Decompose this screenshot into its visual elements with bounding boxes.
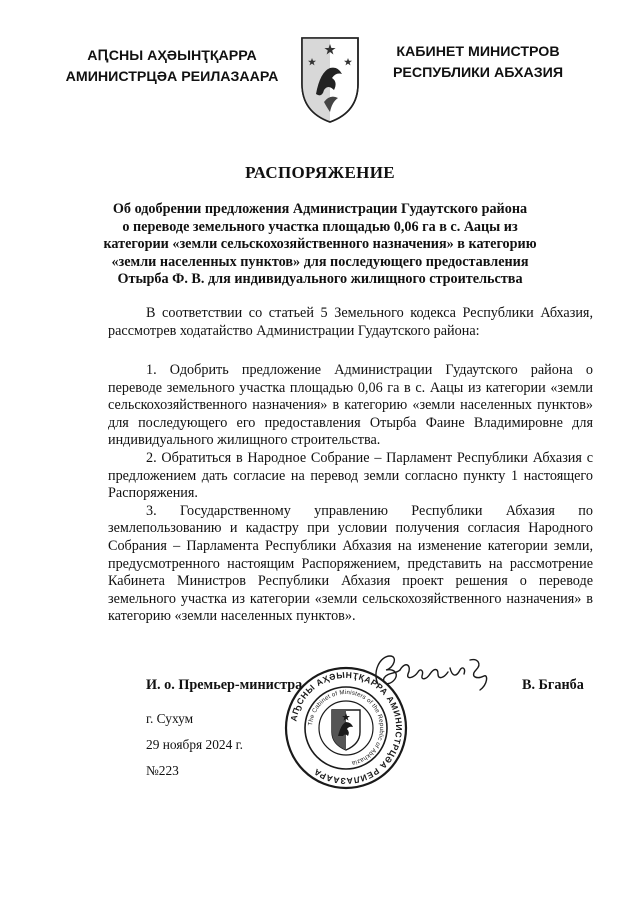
seal-inner-text: The Cabinet of Ministers of the Republic of Abkhazia xyxy=(307,688,386,767)
intro-section xyxy=(108,305,593,340)
document-subject xyxy=(80,201,560,289)
document-number: №223 xyxy=(146,763,179,778)
subject-line: «земли населенных пунктов» для последующего предоставления xyxy=(111,253,529,270)
item-paragraph: 3. Государственному управлению Республики Абхазия по землепользованию и кадастру при условии получения согласия Народного Собрания – Парламента Республики Абхазия на изменение категории земли, предусмотренного настоящим Распоряжением, представить на рассмотрение Кабинета Министров Республики Абхазия проект решения о переводе земельного участка из категории «земли сельскохозяйственного назначения» в категорию «земли населенных пунктов». xyxy=(108,502,593,625)
header-right-line2: РЕСПУБЛИКИ АБХАЗИЯ xyxy=(392,65,564,81)
signatory-name: В. Бганба xyxy=(522,677,584,693)
coat-of-arms-icon xyxy=(298,32,362,124)
subject-line: Об одобрении предложения Администрации Гудаутского района xyxy=(112,201,528,217)
subject-line: категории «земли сельскохозяйственного назначения» в категорию xyxy=(103,236,537,253)
intro-paragraph: В соответствии со статьей 5 Земельного кодекса Республики Абхазия, рассмотрев ходатайство Администрации Гудаутского района: xyxy=(108,305,593,339)
subject-line: о переводе земельного участка площадью 0,06 га в с. Аацы из xyxy=(122,218,518,235)
subject-line: Отырба Ф. В. для индивидуального жилищного строительства xyxy=(117,271,523,288)
document-date: 29 ноября 2024 г. xyxy=(146,737,243,752)
items-section xyxy=(108,362,593,626)
header-right-line1: КАБИНЕТ МИНИСТРОВ xyxy=(396,44,560,60)
header-left xyxy=(64,46,280,88)
seal-outer-text: АҦСНЫ АҲӘЫНҬҚАРРА АМИНИСТРЦӘА РЕИЛАЗААРА xyxy=(288,669,405,787)
signatory-position: И. о. Премьер-министра xyxy=(146,677,303,693)
header-left-line2: АМИНИСТРЦӘА РЕИЛАЗААРА xyxy=(65,69,279,85)
document-title: РАСПОРЯЖЕНИЕ xyxy=(245,163,395,182)
handwritten-signature-icon xyxy=(366,650,496,694)
header-right xyxy=(372,42,584,84)
item-paragraph: 2. Обратиться в Народное Собрание – Парламент Республики Абхазия с предложением дать согласие на перевод земли согласно пункту 1 настоящего Распоряжения. xyxy=(108,449,593,502)
document-city: г. Сухум xyxy=(146,711,194,726)
item-paragraph: 1. Одобрить предложение Администрации Гудаутского района о переводе земельного участка площадью 0,06 га в с. Аацы из категории «земли сельскохозяйственного назначения» в категорию «земли населенных пунктов» для последующего его предоставления Отырба Фаине Владимировне для индивидуального жилищного строительства. xyxy=(108,362,593,449)
header-left-line1: АԤСНЫ АҲӘЫНҬҚАРРА xyxy=(87,48,257,64)
